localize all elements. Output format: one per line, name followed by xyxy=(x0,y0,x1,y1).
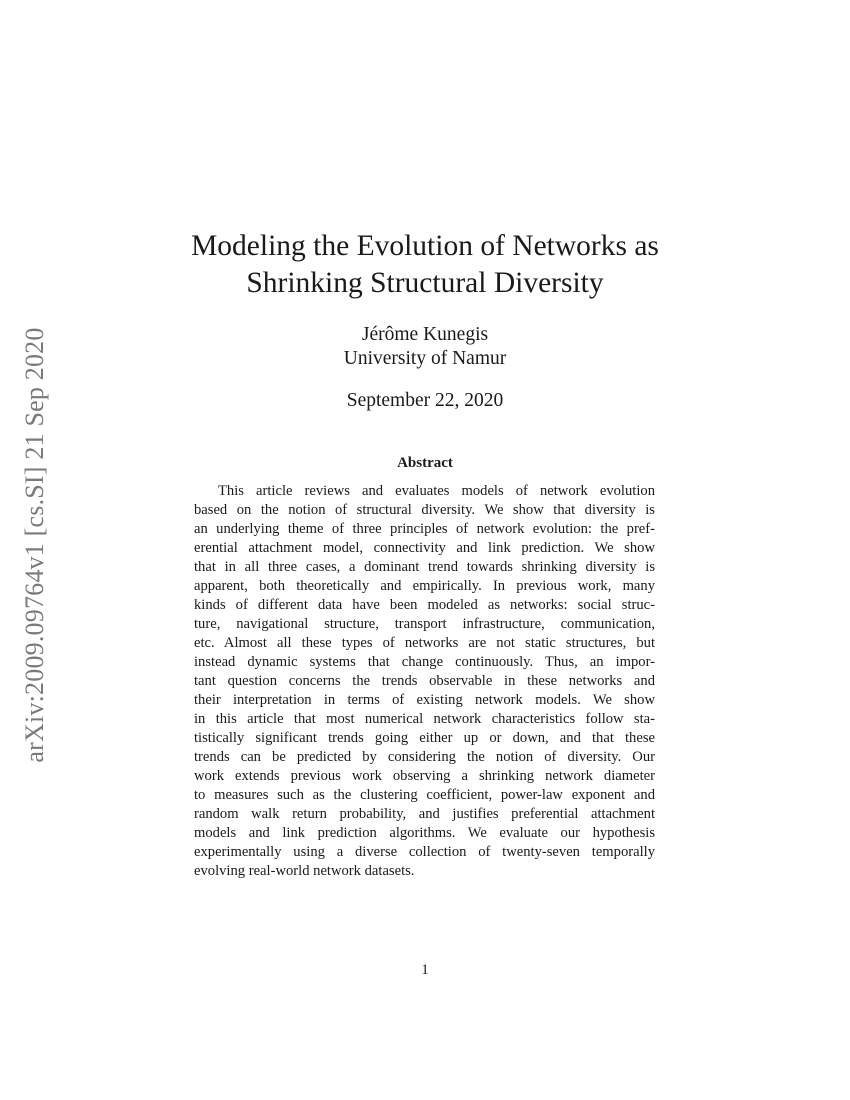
paper-title xyxy=(120,228,730,302)
title-line-2: Shrinking Structural Diversity xyxy=(246,267,604,299)
abstract-line: ture, navigational structure, transport infrastructure, communication, xyxy=(194,616,655,632)
abstract-line: kinds of different data have been modeled as networks: social struc- xyxy=(194,597,655,613)
abstract-heading: Abstract xyxy=(397,455,453,471)
abstract-line: in this article that most numerical network characteristics follow sta- xyxy=(194,711,655,727)
abstract-line: models and link prediction algorithms. We evaluate our hypothesis xyxy=(194,825,655,841)
publication-date: September 22, 2020 xyxy=(346,390,504,411)
author-affiliation: University of Namur xyxy=(343,348,507,369)
abstract-line: work extends previous work observing a shrinking network diameter xyxy=(194,768,655,784)
abstract-line: erential attachment model, connectivity and link prediction. We show xyxy=(194,540,655,556)
abstract-line: based on the notion of structural diversity. We show that diversity is xyxy=(194,502,655,518)
abstract-line: tistically significant trends going either up or down, and that these xyxy=(194,730,655,746)
abstract-line: apparent, both theoretically and empirically. In previous work, many xyxy=(194,578,655,594)
abstract-line: etc. Almost all these types of networks are not static structures, but xyxy=(194,635,655,651)
abstract-line: that in all three cases, a dominant trend towards shrinking diversity is xyxy=(194,559,655,575)
abstract-line: an underlying theme of three principles of network evolution: the pref- xyxy=(194,521,655,537)
abstract-line: This article reviews and evaluates models of network evolution xyxy=(218,483,655,499)
author-name: Jérôme Kunegis xyxy=(361,324,489,345)
abstract-line: trends can be predicted by considering the notion of diversity. Our xyxy=(194,749,655,765)
title-line-1: Modeling the Evolution of Networks as xyxy=(191,230,659,262)
arxiv-identifier-stamp: arXiv:2009.09764v1 [cs.SI] 21 Sep 2020 xyxy=(20,327,49,763)
abstract-line: to measures such as the clustering coefficient, power-law exponent and xyxy=(194,787,655,803)
page-number: 1 xyxy=(421,962,429,978)
abstract-line: random walk return probability, and justifies preferential attachment xyxy=(194,806,655,822)
abstract-line: their interpretation in terms of existing network models. We show xyxy=(194,692,655,708)
abstract-line: experimentally using a diverse collection of twenty-seven temporally xyxy=(194,844,655,860)
abstract-line: evolving real-world network datasets. xyxy=(194,863,415,879)
author-block xyxy=(200,323,650,371)
abstract-line: tant question concerns the trends observable in these networks and xyxy=(194,673,655,689)
abstract-line: instead dynamic systems that change continuously. Thus, an impor- xyxy=(194,654,655,670)
abstract-body xyxy=(194,482,655,881)
